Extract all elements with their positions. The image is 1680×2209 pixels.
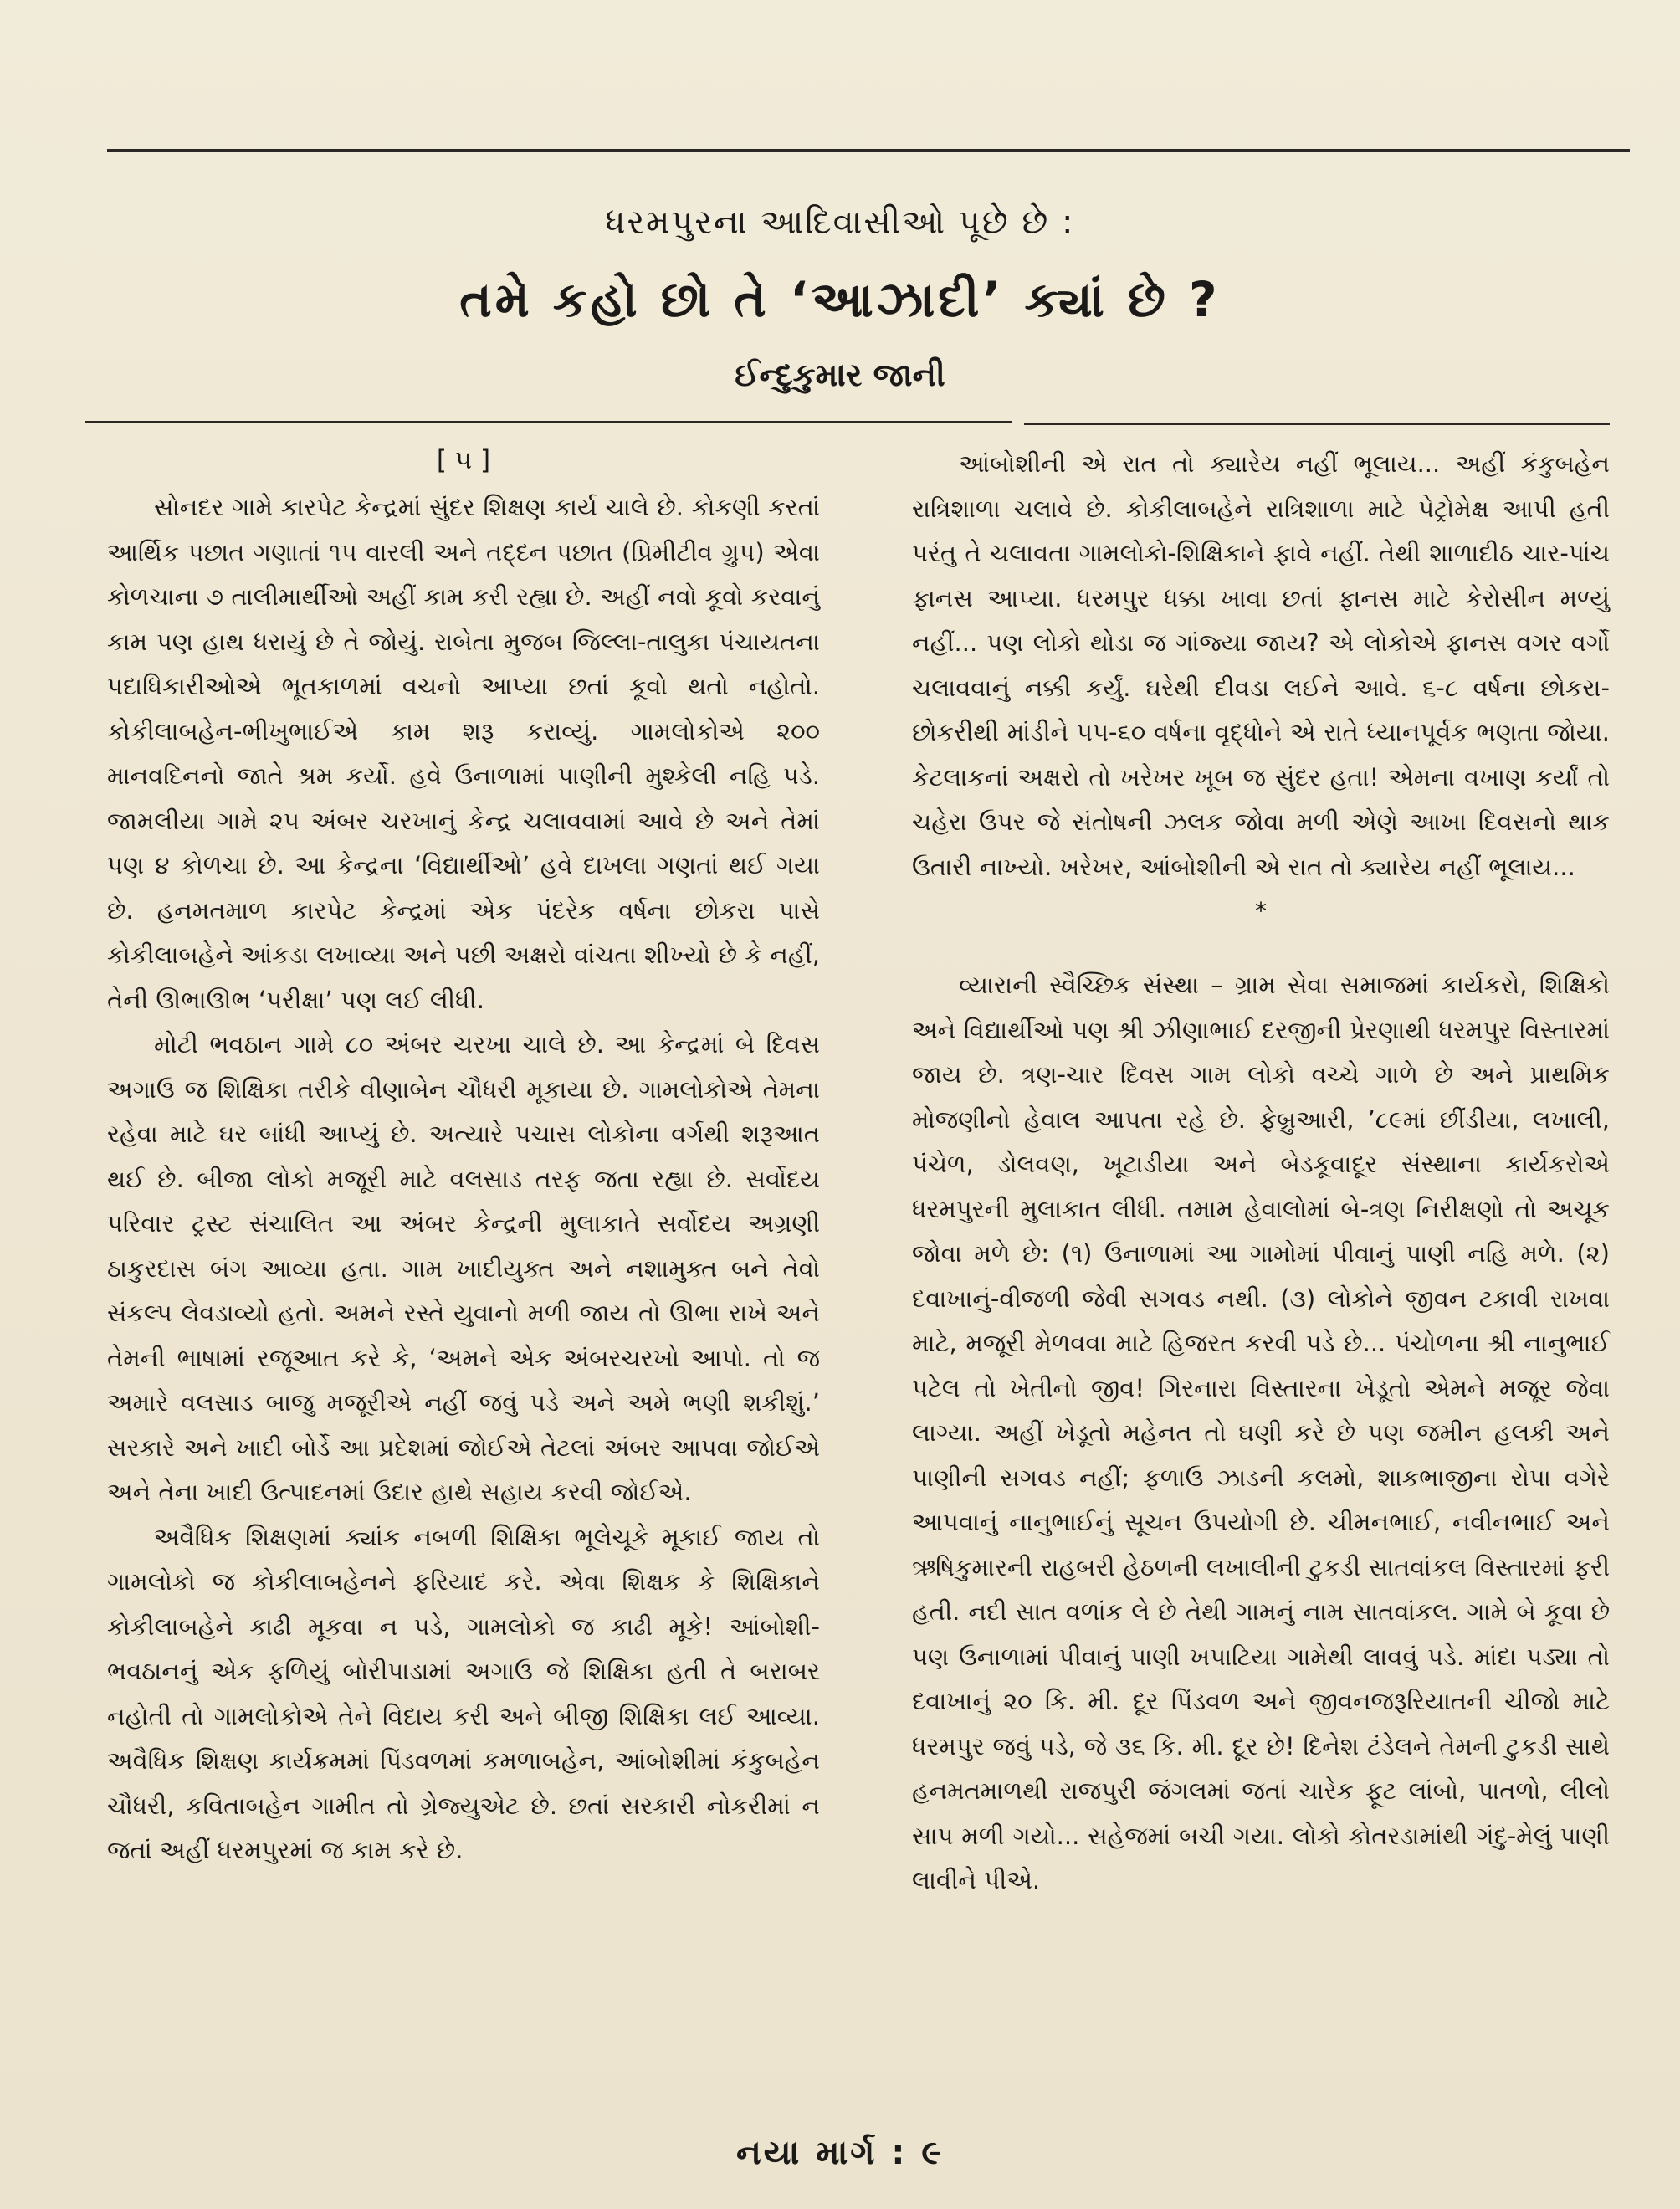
paragraph: અવૈધિક શિક્ષણમાં ક્યાંક નબળી શિક્ષિકા ભૂલેચૂકે મૂકાઈ જાય તો ગામલોકો જ કોકીલાબહેનને ફરિયાદ કરે. એવા શિક્ષક કે શિક્ષિકાને કોકીલાબહેને કાઢી મૂકવા ન પડે, ગામલોકો જ કાઢી મૂકે! આંબોશી-ભવઠાનનું એક ફળિયું બોરીપાડામાં અગાઉ જે શિક્ષિકા હતી તે બરાબર નહોતી તો ગામલોકોએ તેને વિદાય કરી અને બીજી શિક્ષિકા લઈ આવ્યા. અવૈધિક શિક્ષણ કાર્યક્રમમાં પિંડવળમાં કમળાબહેન, આંબોશીમાં કંકુબહેન ચૌધરી, કવિતાબહેન ગામીત તો ગ્રેજ્યુએટ છે. છતાં સરકારી નોકરીમાં ન જતાં અહીં ધરમપુરમાં જ કામ કરે છે. bbox=[107, 1522, 820, 1864]
top-rule bbox=[107, 149, 1630, 152]
paragraph: સોનદર ગામે કારપેટ કેન્દ્રમાં સુંદર શિક્ષણ કાર્ય ચાલે છે. કોકણી કરતાં આર્થિક પછાત ગણાતાં ૧૫ વારલી અને તદ્દન પછાત (પ્રિમીટીવ ગ્રુપ) એવા કોળચાના ૭ તાલીમાર્થીઓ અહીં કામ કરી રહ્યા છે. અહીં નવો કૂવો કરવાનું કામ પણ હાથ ધરાયું છે તે જોયું. રાબેતા મુજબ જિલ્લા-તાલુકા પંચાયતના પદાધિકારીઓએ ભૂતકાળમાં વચનો આપ્યા છતાં કૂવો થતો નહોતો. કોકીલાબહેન-ભીખુભાઈએ કામ શરૂ કરાવ્યું. ગામલોકોએ ૨૦૦ માનવદિનનો જાતે શ્રમ કર્યો. હવે ઉનાળામાં પાણીની મુશ્કેલી નહિ પડે. જામલીયા ગામે ૨૫ અંબર ચરખાનું કેન્દ્ર ચલાવવામાં આવે છે અને તેમાં પણ ૪ કોળચા છે. આ કેન્દ્રના ‘વિદ્યાર્થીઓ’ હવે દાખલા ગણતાં થઈ ગયા છે. હનમતમાળ કારપેટ કેન્દ્રમાં એક પંદરેક વર્ષના છોકરા પાસે કોકીલાબહેને આંકડા લખાવ્યા અને પછી અક્ષરો વાંચતા શીખ્યો છે કે નહીં, તેની ઊભાઊભ ‘પરીક્ષા’ પણ લઈ લીધી. bbox=[107, 493, 820, 1014]
paragraph: વ્યારાની સ્વૈચ્છિક સંસ્થા – ગ્રામ સેવા સમાજમાં કાર્યકરો, શિક્ષિકો અને વિદ્યાર્થીઓ પણ શ્રી ઝીણાભાઈ દરજીની પ્રેરણાથી ધરમપુર વિસ્તારમાં જાય છે. ત્રણ-ચાર દિવસ ગામ લોકો વચ્ચે ગાળે છે અને પ્રાથમિક મોજણીનો હેવાલ આપતા રહે છે. ફેબ્રુઆરી, ’૮૯માં છીંડીયા, લખાલી, પંચેળ, ડોલવણ, ખૂટાડીયા અને બેડકૂવાદૂર સંસ્થાના કાર્યકરોએ ધરમપુરની મુલાકાત લીધી. તમામ હેવાલોમાં બે-ત્રણ નિરીક્ષણો તો અચૂક જોવા મળે છે: (૧) ઉનાળામાં આ ગામોમાં પીવાનું પાણી નહિ મળે. (૨) દવાખાનું-વીજળી જેવી સગવડ નથી. (૩) લોકોને જીવન ટકાવી રાખવા માટે, મજૂરી મેળવવા માટે હિજરત કરવી પડે છે... પંચોળના શ્રી નાનુભાઈ પટેલ તો ખેતીનો જીવ! ગિરનારા વિસ્તારના ખેડૂતો એમને મજૂર જેવા લાગ્યા. અહીં ખેડૂતો મહેનત તો ઘણી કરે છે પણ જમીન હલકી અને પાણીની સગવડ નહીં; ફળાઉ ઝાડની કલમો, શાકભાજીના રોપા વગેરે આપવાનું નાનુભાઈનું સૂચન ઉપયોગી છે. ચીમનભાઈ, નવીનભાઈ અને ઋષિકુમારની રાહબરી હેઠળની લખાલીની ટુકડી સાતવાંકલ વિસ્તારમાં ફરી હતી. નદી સાત વળાંક લે છે તેથી ગામનું નામ સાતવાંકલ. ગામે બે કૂવા છે પણ ઉનાળામાં પીવાનું પાણી ખપાટિયા ગામેથી લાવવું પડે. માંદા પડ્યા તો દવાખાનું ૨૦ કિ. મી. દૂર પિંડવળ અને જીવનજરૂરિયાતની ચીજો માટે ધરમપુર જવું પડે, જે ૩૬ કિ. મી. દૂર છે! દિનેશ ટંડેલને તેમની ટુકડી સાથે હનમતમાળથી રાજપુરી જંગલમાં જતાં ચારેક ફૂટ લાંબો, પાતળો, લીલો સાપ મળી ગયો... સહેજમાં બચી ગયા. લોકો કોતરડામાંથી ગંદુ-મેલું પાણી લાવીને પીએ. bbox=[912, 971, 1610, 1894]
left-column bbox=[107, 435, 820, 1873]
right-column bbox=[912, 442, 1610, 1904]
header-rule-right bbox=[1024, 423, 1610, 425]
paragraph: મોટી ભવઠાન ગામે ૮૦ અંબર ચરખા ચાલે છે. આ કેન્દ્રમાં બે દિવસ અગાઉ જ શિક્ષિકા તરીકે વીણાબેન ચૌધરી મૂકાયા છે. ગામલોકોએ તેમના રહેવા માટે ઘર બાંધી આપ્યું છે. અત્યારે પચાસ લોકોના વર્ગથી શરૂઆત થઈ છે. બીજા લોકો મજૂરી માટે વલસાડ તરફ જતા રહ્યા છે. સર્વોદય પરિવાર ટ્રસ્ટ સંચાલિત આ અંબર કેન્દ્રની મુલાકાતે સર્વોદય અગ્રણી ઠાકુરદાસ બંગ આવ્યા હતા. ગામ ખાદીયુક્ત અને નશામુક્ત બને તેવો સંકલ્પ લેવડાવ્યો હતો. અમને રસ્તે યુવાનો મળી જાય તો ઊભા રાખે અને તેમની ભાષામાં રજૂઆત કરે કે, ‘અમને એક અંબરચરખો આપો. તો જ અમારે વલસાડ બાજુ મજૂરીએ નહીં જવું પડે અને અમે ભણી શકીશું.’ સરકારે અને ખાદી બોર્ડે આ પ્રદેશમાં જોઈએ તેટલાં અંબર આપવા જોઈએ અને તેના ખાદી ઉત્પાદનમાં ઉદાર હાથે સહાય કરવી જોઈએ. bbox=[107, 1030, 820, 1506]
section-number: [ ૫ ] bbox=[436, 445, 491, 475]
page-footer: નયા માર્ગ : ૯ bbox=[735, 2134, 945, 2172]
section-separator: * bbox=[1255, 897, 1267, 925]
article-kicker: ધરમપુરના આદિવાસીઓ પૂછે છે : bbox=[605, 203, 1075, 242]
header-rule-left bbox=[85, 421, 1012, 423]
article-headline: તમે કહો છો તે ‘આઝાદી’ ક્યાં છે ? bbox=[459, 271, 1221, 328]
article-byline: ઈન્દુકુમાર જાની bbox=[735, 356, 945, 393]
paragraph: આંબોશીની એ રાત તો ક્યારેય નહીં ભૂલાય... અહીં કંકુબહેન રાત્રિશાળા ચલાવે છે. કોકીલાબહેને રાત્રિશાળા માટે પેટ્રોમેક્ષ આપી હતી પરંતુ તે ચલાવતા ગામલોકો-શિક્ષિકાને ફાવે નહીં. તેથી શાળાદીઠ ચાર-પાંચ ફાનસ આપ્યા. ધરમપુર ધક્કા ખાવા છતાં ફાનસ માટે કેરોસીન મળ્યું નહીં... પણ લોકો થોડા જ ગાંજ્યા જાય? એ લોકોએ ફાનસ વગર વર્ગો ચલાવવાનું નક્કી કર્યું. ઘરેથી દીવડા લઈને આવે. ૬-૮ વર્ષના છોકરા-છોકરીથી માંડીને ૫૫-૬૦ વર્ષના વૃદ્ધોને એ રાતે ધ્યાનપૂર્વક ભણતા જોયા. કેટલાકનાં અક્ષરો તો ખરેખર ખૂબ જ સુંદર હતા! એમના વખાણ કર્યાં તો ચહેરા ઉપર જે સંતોષની ઝલક જોવા મળી એણે આખા દિવસનો થાક ઉતારી નાખ્યો. ખરેખર, આંબોશીની એ રાત તો ક્યારેય નહીં ભૂલાય... bbox=[912, 449, 1610, 881]
